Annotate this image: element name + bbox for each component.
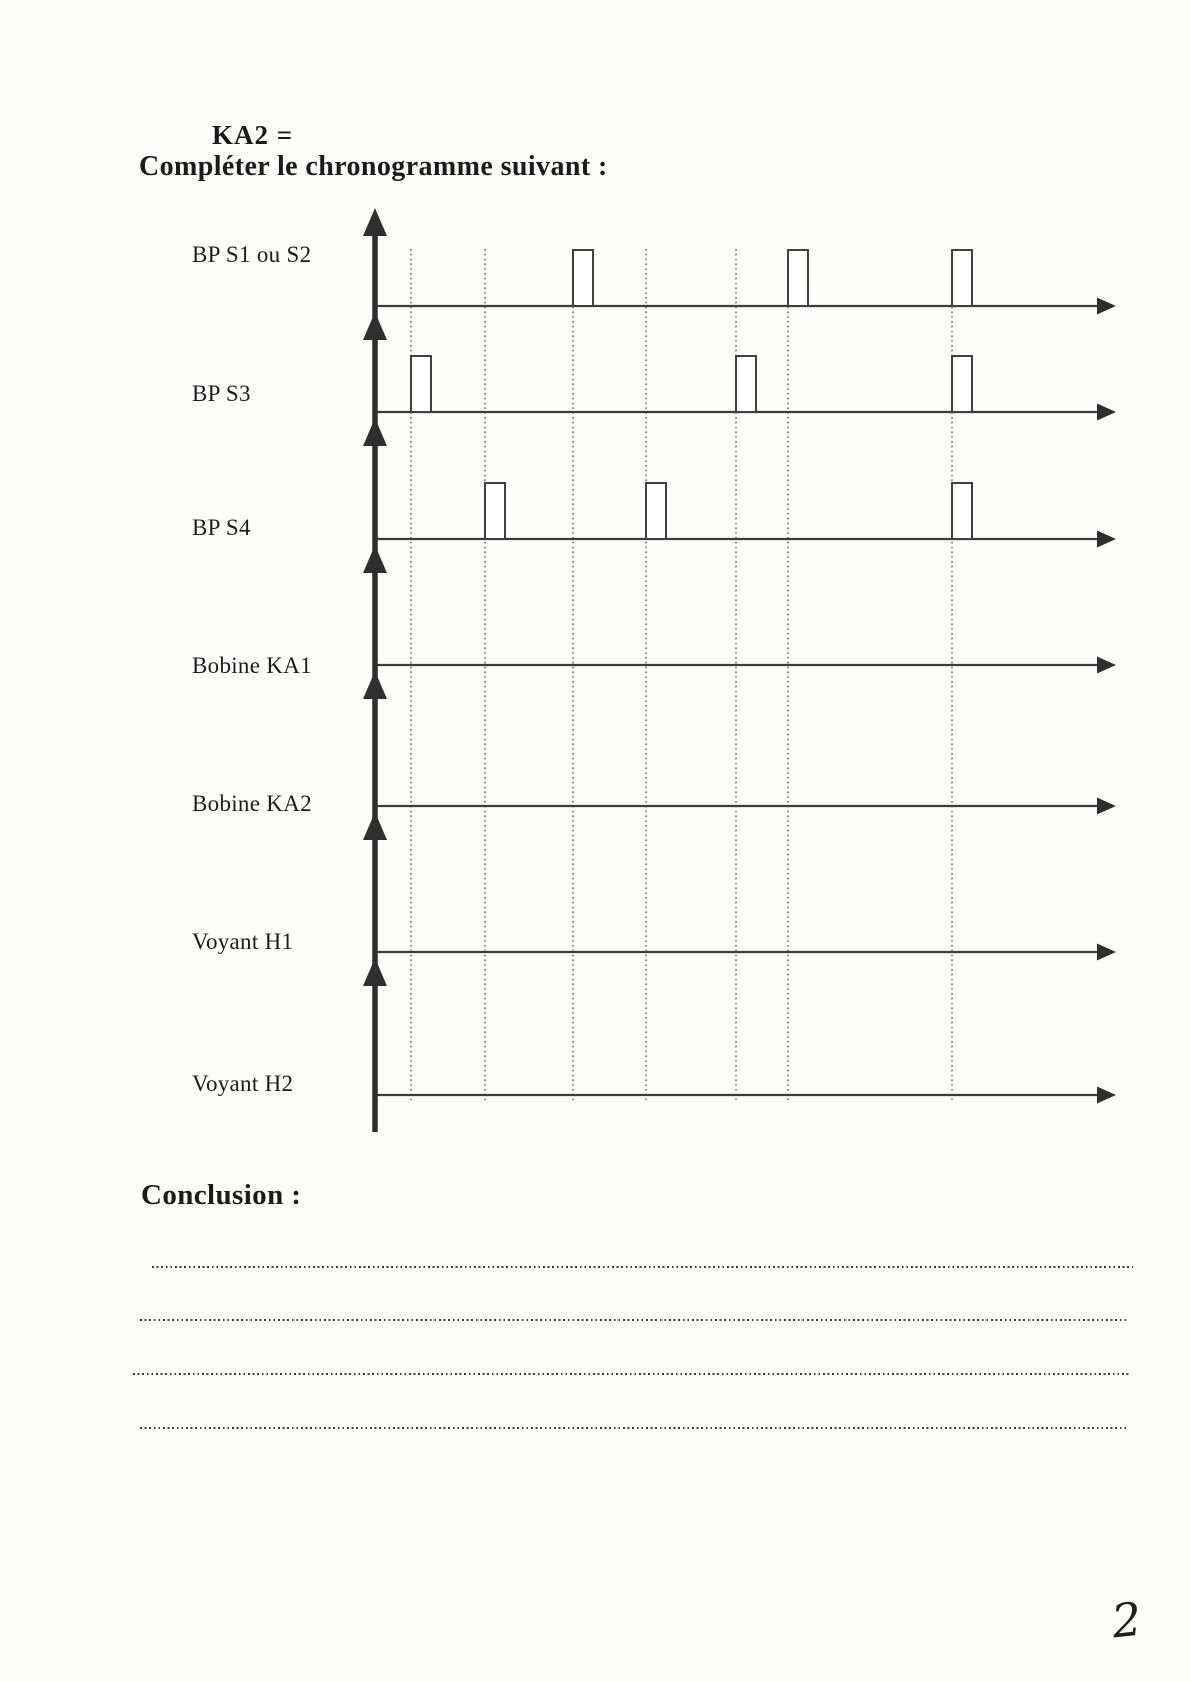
conclusion-label: Conclusion : (141, 1179, 302, 1211)
writing-line (140, 1427, 1128, 1429)
page-number: 2 (1109, 1591, 1145, 1649)
pulse (952, 483, 972, 539)
row-label: Voyant H2 (192, 1071, 294, 1096)
pulse (952, 356, 972, 412)
time-axis-arrowhead-icon (1097, 657, 1116, 674)
equation-ka2: KA2 = (212, 120, 294, 150)
pulse (485, 483, 505, 539)
pulse (736, 356, 756, 412)
row-label: BP S1 ou S2 (192, 242, 312, 267)
row-label: BP S3 (192, 381, 251, 406)
time-axis-arrowhead-icon (1097, 1087, 1116, 1104)
row-label: Voyant H1 (192, 929, 294, 954)
row-label: Bobine KA1 (192, 653, 312, 678)
row-label: BP S4 (192, 515, 251, 540)
row-label: Bobine KA2 (192, 791, 312, 816)
time-axis-arrowhead-icon (1097, 944, 1116, 961)
writing-line (140, 1319, 1128, 1321)
time-axis-arrowhead-icon (1097, 404, 1116, 421)
pulse (788, 250, 808, 306)
time-axis-arrowhead-icon (1097, 298, 1116, 315)
time-axis-arrowhead-icon (1097, 531, 1116, 548)
pulse (952, 250, 972, 306)
time-axis-arrowhead-icon (1097, 798, 1116, 815)
writing-line (133, 1373, 1131, 1375)
writing-line (152, 1266, 1133, 1268)
pulse (411, 356, 431, 412)
pulse (573, 250, 593, 306)
instruction-title: Compléter le chronogramme suivant : (139, 151, 608, 182)
pulse (646, 483, 666, 539)
